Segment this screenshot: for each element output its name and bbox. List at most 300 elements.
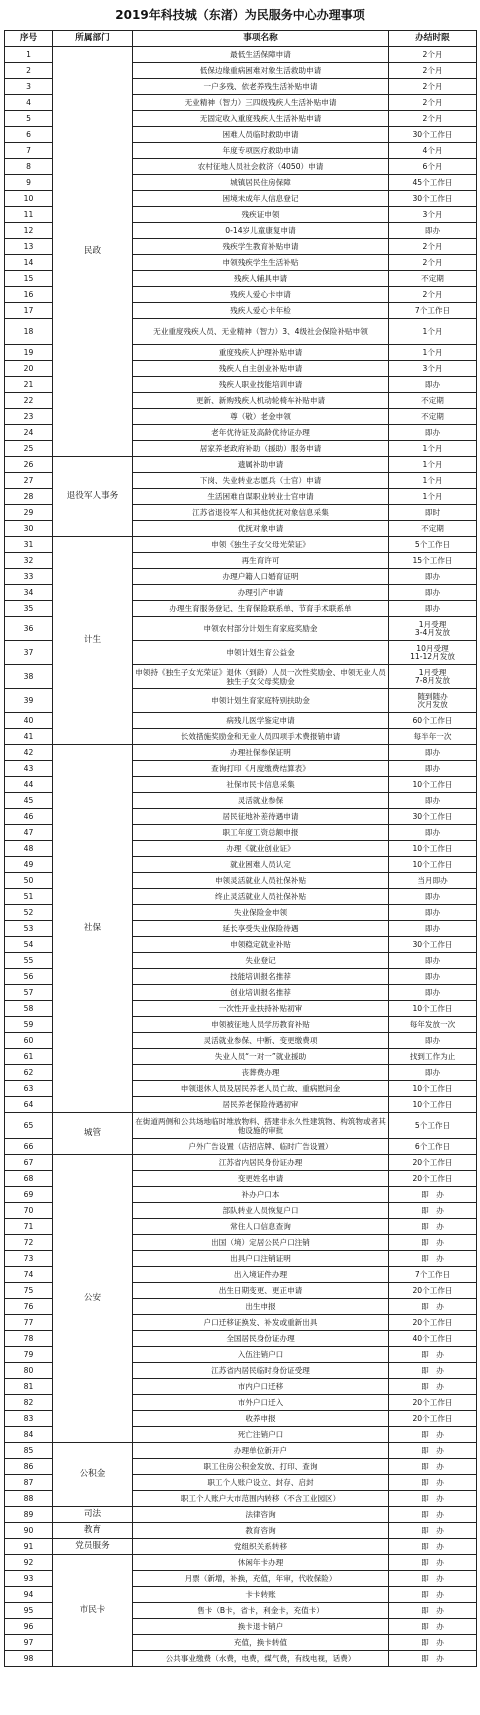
row-deadline: 3个月 xyxy=(389,207,477,223)
row-seq: 89 xyxy=(5,1507,53,1523)
row-deadline: 即办 xyxy=(389,969,477,985)
row-deadline: 7个工作日 xyxy=(389,303,477,319)
row-deadline: 10个工作日 xyxy=(389,1081,477,1097)
row-deadline-line: 随到随办 xyxy=(417,691,448,701)
row-item-name: 市外户口迁入 xyxy=(133,1395,389,1411)
row-seq: 45 xyxy=(5,793,53,809)
row-item-name: 办理《就业创业证》 xyxy=(133,841,389,857)
row-deadline: 不定期 xyxy=(389,393,477,409)
row-item-name: 变更姓名申请 xyxy=(133,1171,389,1187)
table-row xyxy=(5,745,477,761)
row-deadline: 即 办 xyxy=(389,1539,477,1555)
row-deadline: 1个月 xyxy=(389,345,477,361)
row-item-name: 生活困难自谋职业转业士官申请 xyxy=(133,489,389,505)
row-deadline: 2个月 xyxy=(389,239,477,255)
row-item-name: 死亡注销户口 xyxy=(133,1427,389,1443)
row-item-name: 市内户口迁移 xyxy=(133,1379,389,1395)
row-seq: 36 xyxy=(5,617,53,641)
row-seq: 31 xyxy=(5,537,53,553)
row-item-name: 部队转业人员恢复户口 xyxy=(133,1203,389,1219)
row-seq: 10 xyxy=(5,191,53,207)
service-table xyxy=(4,30,477,1667)
row-item-name: 江苏省内居民临时身份证受理 xyxy=(133,1363,389,1379)
row-item-name: 残疾人辅具申请 xyxy=(133,271,389,287)
row-deadline: 即 办 xyxy=(389,1427,477,1443)
row-seq: 47 xyxy=(5,825,53,841)
row-seq: 4 xyxy=(5,95,53,111)
row-deadline: 1个月 xyxy=(389,473,477,489)
row-seq: 50 xyxy=(5,873,53,889)
row-deadline-line: 10月受理 xyxy=(416,643,449,653)
row-item-name: 出生申报 xyxy=(133,1299,389,1315)
department-cell: 党员服务 xyxy=(53,1539,133,1555)
row-item-name: 农村征地人员社会救济（4050）申请 xyxy=(133,159,389,175)
row-item-name: 申领计划生育家庭特别扶助金 xyxy=(133,689,389,713)
row-deadline: 即 办 xyxy=(389,1491,477,1507)
row-deadline: 6个工作日 xyxy=(389,1139,477,1155)
row-deadline: 2个月 xyxy=(389,111,477,127)
row-item-name: 重度残疾人护理补贴申请 xyxy=(133,345,389,361)
row-deadline: 即办 xyxy=(389,953,477,969)
row-deadline: 即办 xyxy=(389,425,477,441)
department-cell: 教育 xyxy=(53,1523,133,1539)
row-deadline: 即 办 xyxy=(389,1187,477,1203)
table-row xyxy=(5,537,477,553)
row-seq: 66 xyxy=(5,1139,53,1155)
row-item-name: 卡卡转账 xyxy=(133,1587,389,1603)
row-item-name: 就业困难人员认定 xyxy=(133,857,389,873)
row-seq: 98 xyxy=(5,1651,53,1667)
row-seq: 65 xyxy=(5,1113,53,1139)
row-deadline: 即办 xyxy=(389,921,477,937)
row-item-name: 失业登记 xyxy=(133,953,389,969)
row-seq: 84 xyxy=(5,1427,53,1443)
row-item-name: 申领残疾学生生活补贴 xyxy=(133,255,389,271)
row-item-name: 申领计划生育公益金 xyxy=(133,641,389,665)
row-item-name: 灵活就业参保 xyxy=(133,793,389,809)
row-item-name: 户外广告设置（店招店牌、临时广告设置） xyxy=(133,1139,389,1155)
row-seq: 64 xyxy=(5,1097,53,1113)
row-item-name: 充值，换卡转值 xyxy=(133,1635,389,1651)
row-item-name: 灵活就业参保、中断、变更缴费项 xyxy=(133,1033,389,1049)
row-seq: 82 xyxy=(5,1395,53,1411)
row-seq: 74 xyxy=(5,1267,53,1283)
row-deadline: 即办 xyxy=(389,1065,477,1081)
row-deadline: 20个工作日 xyxy=(389,1395,477,1411)
row-seq: 61 xyxy=(5,1049,53,1065)
row-seq: 35 xyxy=(5,601,53,617)
row-seq: 81 xyxy=(5,1379,53,1395)
row-seq: 43 xyxy=(5,761,53,777)
row-item-name: 出入境证件办理 xyxy=(133,1267,389,1283)
row-deadline: 即 办 xyxy=(389,1587,477,1603)
table-body xyxy=(5,47,477,1667)
row-seq: 92 xyxy=(5,1555,53,1571)
row-seq: 34 xyxy=(5,585,53,601)
row-item-name: 残疾证申领 xyxy=(133,207,389,223)
row-item-name: 江苏省内居民身份证办理 xyxy=(133,1155,389,1171)
row-seq: 60 xyxy=(5,1033,53,1049)
row-seq: 38 xyxy=(5,665,53,689)
row-deadline: 2个月 xyxy=(389,63,477,79)
row-deadline: 60个工作日 xyxy=(389,713,477,729)
row-deadline: 7个工作日 xyxy=(389,1267,477,1283)
row-seq: 26 xyxy=(5,457,53,473)
row-seq: 56 xyxy=(5,969,53,985)
row-seq: 85 xyxy=(5,1443,53,1459)
row-seq: 13 xyxy=(5,239,53,255)
row-item-name: 申领退休人员及居民养老人员亡故、重病慰问金 xyxy=(133,1081,389,1097)
row-seq: 11 xyxy=(5,207,53,223)
table-row xyxy=(5,1155,477,1171)
table-row xyxy=(5,1523,477,1539)
row-item-name: 低保边缘重病困难对象生活救助申请 xyxy=(133,63,389,79)
row-deadline: 即 办 xyxy=(389,1347,477,1363)
row-deadline: 1个月 xyxy=(389,489,477,505)
row-seq: 5 xyxy=(5,111,53,127)
table-row xyxy=(5,1113,477,1139)
row-deadline: 即办 xyxy=(389,601,477,617)
row-deadline: 30个工作日 xyxy=(389,127,477,143)
row-deadline: 10个工作日 xyxy=(389,777,477,793)
row-deadline: 即办 xyxy=(389,793,477,809)
row-seq: 90 xyxy=(5,1523,53,1539)
row-deadline: 即 办 xyxy=(389,1251,477,1267)
row-item-name: 办理引产申请 xyxy=(133,585,389,601)
row-deadline-line: 7-8月发放 xyxy=(414,675,451,685)
row-item-name: 职工个人账户大市范围内转移（不含工业园区） xyxy=(133,1491,389,1507)
row-deadline-line: 1月受理 xyxy=(418,667,447,677)
col-header-time: 办结时限 xyxy=(389,31,477,47)
row-item-name: 出生日期变更、更正申请 xyxy=(133,1283,389,1299)
row-item-name: 困境未成年人信息登记 xyxy=(133,191,389,207)
department-cell: 公安 xyxy=(53,1155,133,1443)
department-cell: 城管 xyxy=(53,1113,133,1155)
table-row xyxy=(5,457,477,473)
row-item-name: 办理生育服务登记、生育保险联系单、节育手术联系单 xyxy=(133,601,389,617)
row-deadline: 即办 xyxy=(389,985,477,1001)
row-deadline: 即办 xyxy=(389,889,477,905)
col-header-department: 所属部门 xyxy=(53,31,133,47)
row-seq: 24 xyxy=(5,425,53,441)
row-item-name: 职工住房公积金发放、打印、查询 xyxy=(133,1459,389,1475)
table-row xyxy=(5,47,477,63)
col-header-item: 事项名称 xyxy=(133,31,389,47)
row-seq: 18 xyxy=(5,319,53,345)
department-cell: 民政 xyxy=(53,47,133,457)
row-seq: 6 xyxy=(5,127,53,143)
row-item-name: 查询打印《月度缴费结算表》 xyxy=(133,761,389,777)
row-deadline: 20个工作日 xyxy=(389,1155,477,1171)
row-item-name: 0-14岁儿童康复申请 xyxy=(133,223,389,239)
row-seq: 88 xyxy=(5,1491,53,1507)
row-item-name: 申领稳定就业补贴 xyxy=(133,937,389,953)
row-item-name: 遗属补助申请 xyxy=(133,457,389,473)
row-deadline xyxy=(389,689,477,713)
row-item-name: 技能培训报名推荐 xyxy=(133,969,389,985)
row-deadline: 即办 xyxy=(389,569,477,585)
row-item-name: 出国（境）定居公民户口注销 xyxy=(133,1235,389,1251)
row-deadline: 45个工作日 xyxy=(389,175,477,191)
row-seq: 71 xyxy=(5,1219,53,1235)
row-item-name: 更新、新购残疾人机动轮椅车补贴申请 xyxy=(133,393,389,409)
row-item-name: 延长享受失业保险待遇 xyxy=(133,921,389,937)
row-deadline: 找到工作为止 xyxy=(389,1049,477,1065)
row-deadline: 即时 xyxy=(389,505,477,521)
row-seq: 30 xyxy=(5,521,53,537)
row-item-name: 失业人员“一对一”就业援助 xyxy=(133,1049,389,1065)
department-cell: 社保 xyxy=(53,745,133,1113)
row-seq: 8 xyxy=(5,159,53,175)
row-deadline: 2个月 xyxy=(389,79,477,95)
row-item-name: 年度专项医疗救助申请 xyxy=(133,143,389,159)
row-seq: 77 xyxy=(5,1315,53,1331)
row-seq: 63 xyxy=(5,1081,53,1097)
row-deadline: 即办 xyxy=(389,223,477,239)
row-seq: 72 xyxy=(5,1235,53,1251)
table-row xyxy=(5,1443,477,1459)
row-item-name: 优抚对象申请 xyxy=(133,521,389,537)
row-seq: 51 xyxy=(5,889,53,905)
row-deadline: 5个工作日 xyxy=(389,1113,477,1139)
row-item-name: 申领被征地人员学历教育补贴 xyxy=(133,1017,389,1033)
table-header-row xyxy=(5,31,477,47)
row-deadline: 20个工作日 xyxy=(389,1283,477,1299)
department-cell: 司法 xyxy=(53,1507,133,1523)
row-item-name: 职工个人账户设立、封存、启封 xyxy=(133,1475,389,1491)
row-item-name: 办理社保参保证明 xyxy=(133,745,389,761)
row-seq: 87 xyxy=(5,1475,53,1491)
row-seq: 25 xyxy=(5,441,53,457)
row-deadline: 即办 xyxy=(389,377,477,393)
row-deadline: 即 办 xyxy=(389,1235,477,1251)
row-seq: 83 xyxy=(5,1411,53,1427)
row-item-name: 居民征地补差待遇申请 xyxy=(133,809,389,825)
row-deadline: 即办 xyxy=(389,825,477,841)
row-seq: 96 xyxy=(5,1619,53,1635)
row-seq: 69 xyxy=(5,1187,53,1203)
row-deadline: 2个月 xyxy=(389,95,477,111)
row-item-name: 下岗、失业转业志愿兵（士官）申请 xyxy=(133,473,389,489)
row-deadline xyxy=(389,641,477,665)
row-item-name: 出具户口注销证明 xyxy=(133,1251,389,1267)
row-seq: 67 xyxy=(5,1155,53,1171)
row-deadline: 30个工作日 xyxy=(389,937,477,953)
row-item-name: 一户多残、依老养残生活补贴申请 xyxy=(133,79,389,95)
row-seq: 76 xyxy=(5,1299,53,1315)
department-cell: 计生 xyxy=(53,537,133,745)
row-deadline-line: 3-4月发放 xyxy=(414,627,451,637)
row-deadline: 40个工作日 xyxy=(389,1331,477,1347)
row-item-name: 办理户籍人口婚育证明 xyxy=(133,569,389,585)
row-item-name: 申领农村部分计划生育家庭奖励金 xyxy=(133,617,389,641)
row-seq: 40 xyxy=(5,713,53,729)
row-seq: 33 xyxy=(5,569,53,585)
row-deadline: 即办 xyxy=(389,1033,477,1049)
row-deadline: 即办 xyxy=(389,905,477,921)
row-item-name: 公共事业缴费（水费，电费，煤气费，有线电视，话费） xyxy=(133,1651,389,1667)
row-seq: 91 xyxy=(5,1539,53,1555)
row-item-name: 无业重度残疾人员、无业精神（智力）3、4级社会保险补贴申领 xyxy=(133,319,389,345)
row-seq: 37 xyxy=(5,641,53,665)
row-deadline: 即 办 xyxy=(389,1619,477,1635)
row-seq: 17 xyxy=(5,303,53,319)
row-deadline: 不定期 xyxy=(389,521,477,537)
col-header-seq: 序号 xyxy=(5,31,53,47)
row-deadline: 10个工作日 xyxy=(389,1001,477,1017)
row-deadline: 即 办 xyxy=(389,1523,477,1539)
row-seq: 70 xyxy=(5,1203,53,1219)
row-seq: 21 xyxy=(5,377,53,393)
row-seq: 54 xyxy=(5,937,53,953)
row-seq: 78 xyxy=(5,1331,53,1347)
row-deadline: 10个工作日 xyxy=(389,857,477,873)
row-deadline: 2个月 xyxy=(389,287,477,303)
row-deadline: 20个工作日 xyxy=(389,1315,477,1331)
row-deadline: 即办 xyxy=(389,585,477,601)
row-item-name: 无业精神（智力）三四级残疾人生活补贴申请 xyxy=(133,95,389,111)
row-item-name: 售卡（B卡，省卡，利金卡，充值卡） xyxy=(133,1603,389,1619)
row-deadline: 2个月 xyxy=(389,255,477,271)
row-item-name: 社保市民卡信息采集 xyxy=(133,777,389,793)
row-seq: 15 xyxy=(5,271,53,287)
row-deadline: 即 办 xyxy=(389,1651,477,1667)
row-deadline: 6个月 xyxy=(389,159,477,175)
row-seq: 52 xyxy=(5,905,53,921)
row-seq: 22 xyxy=(5,393,53,409)
row-seq: 55 xyxy=(5,953,53,969)
row-seq: 93 xyxy=(5,1571,53,1587)
row-deadline: 每半年一次 xyxy=(389,729,477,745)
row-seq: 42 xyxy=(5,745,53,761)
row-seq: 41 xyxy=(5,729,53,745)
row-item-name: 全国居民身份证办理 xyxy=(133,1331,389,1347)
row-item-name: 月票（新增，补换，充值，年审，代收保险） xyxy=(133,1571,389,1587)
department-cell: 退役军人事务 xyxy=(53,457,133,537)
row-item-name: 党组织关系转移 xyxy=(133,1539,389,1555)
row-seq: 19 xyxy=(5,345,53,361)
row-seq: 2 xyxy=(5,63,53,79)
row-seq: 57 xyxy=(5,985,53,1001)
row-item-name: 户口迁移证换发、补发或重新出具 xyxy=(133,1315,389,1331)
row-deadline: 即 办 xyxy=(389,1555,477,1571)
row-item-name: 最低生活保障申请 xyxy=(133,47,389,63)
row-deadline: 1个月 xyxy=(389,457,477,473)
row-deadline: 即 办 xyxy=(389,1571,477,1587)
department-cell: 市民卡 xyxy=(53,1555,133,1667)
row-seq: 44 xyxy=(5,777,53,793)
row-seq: 20 xyxy=(5,361,53,377)
row-item-name: 一次性开业扶持补贴初审 xyxy=(133,1001,389,1017)
row-item-name: 老年优待证及高龄优待证办理 xyxy=(133,425,389,441)
row-item-name: 终止灵活就业人员社保补贴 xyxy=(133,889,389,905)
row-item-name: 法律咨询 xyxy=(133,1507,389,1523)
row-item-name: 居民养老保险待遇初审 xyxy=(133,1097,389,1113)
row-deadline: 即 办 xyxy=(389,1603,477,1619)
row-seq: 7 xyxy=(5,143,53,159)
row-seq: 39 xyxy=(5,689,53,713)
row-deadline: 不定期 xyxy=(389,409,477,425)
row-seq: 3 xyxy=(5,79,53,95)
row-item-name: 办理单位新开户 xyxy=(133,1443,389,1459)
row-deadline: 20个工作日 xyxy=(389,1171,477,1187)
row-item-name: 在街道两侧和公共场地临时堆放物料、搭建非永久性建筑物、构筑物或者其他设施的审批 xyxy=(133,1113,389,1139)
row-item-name: 丧葬费办理 xyxy=(133,1065,389,1081)
table-row xyxy=(5,1555,477,1571)
row-item-name: 教育咨询 xyxy=(133,1523,389,1539)
row-deadline: 即 办 xyxy=(389,1635,477,1651)
row-deadline: 4个月 xyxy=(389,143,477,159)
row-item-name: 申领持《独生子女光荣证》退休（到龄）人员一次性奖励金、申领无业人员独生子女父母奖励金 xyxy=(133,665,389,689)
row-seq: 95 xyxy=(5,1603,53,1619)
row-seq: 23 xyxy=(5,409,53,425)
row-deadline: 不定期 xyxy=(389,271,477,287)
row-item-name: 休闲年卡办理 xyxy=(133,1555,389,1571)
row-deadline: 当月即办 xyxy=(389,873,477,889)
row-item-name: 尊（敬）老金申领 xyxy=(133,409,389,425)
row-deadline-line: 1月受理 xyxy=(418,619,447,629)
row-deadline: 即 办 xyxy=(389,1475,477,1491)
row-seq: 73 xyxy=(5,1251,53,1267)
row-seq: 75 xyxy=(5,1283,53,1299)
row-seq: 80 xyxy=(5,1363,53,1379)
row-item-name: 江苏省退役军人和其他优抚对象信息采集 xyxy=(133,505,389,521)
row-seq: 1 xyxy=(5,47,53,63)
row-item-name: 申领灵活就业人员社保补贴 xyxy=(133,873,389,889)
row-item-name: 残疾学生教育补贴申请 xyxy=(133,239,389,255)
row-deadline: 每年发放一次 xyxy=(389,1017,477,1033)
row-item-name: 困难人员临时救助申请 xyxy=(133,127,389,143)
row-seq: 49 xyxy=(5,857,53,873)
row-deadline: 即办 xyxy=(389,761,477,777)
row-item-name: 职工年度工资总额申报 xyxy=(133,825,389,841)
row-seq: 46 xyxy=(5,809,53,825)
row-seq: 29 xyxy=(5,505,53,521)
row-seq: 12 xyxy=(5,223,53,239)
row-item-name: 长效措施奖励金和无业人员四项手术费报销申请 xyxy=(133,729,389,745)
row-deadline: 1个月 xyxy=(389,441,477,457)
row-deadline: 即办 xyxy=(389,745,477,761)
row-deadline: 即 办 xyxy=(389,1299,477,1315)
row-seq: 97 xyxy=(5,1635,53,1651)
row-deadline: 30个工作日 xyxy=(389,191,477,207)
row-deadline: 即 办 xyxy=(389,1459,477,1475)
table-row xyxy=(5,1507,477,1523)
row-seq: 79 xyxy=(5,1347,53,1363)
row-seq: 86 xyxy=(5,1459,53,1475)
row-seq: 48 xyxy=(5,841,53,857)
row-seq: 9 xyxy=(5,175,53,191)
row-deadline-line: 次月发放 xyxy=(417,699,448,709)
row-item-name: 申领《独生子女父母光荣证》 xyxy=(133,537,389,553)
row-item-name: 失业保险金申领 xyxy=(133,905,389,921)
row-seq: 14 xyxy=(5,255,53,271)
row-item-name: 补办户口本 xyxy=(133,1187,389,1203)
row-deadline: 15个工作日 xyxy=(389,553,477,569)
row-item-name: 创业培训报名推荐 xyxy=(133,985,389,1001)
row-seq: 28 xyxy=(5,489,53,505)
department-cell: 公积金 xyxy=(53,1443,133,1507)
row-item-name: 换卡退卡销户 xyxy=(133,1619,389,1635)
row-item-name: 残疾人自主创业补贴申请 xyxy=(133,361,389,377)
row-item-name: 无固定收入重度残疾人生活补贴申请 xyxy=(133,111,389,127)
row-seq: 32 xyxy=(5,553,53,569)
row-deadline: 30个工作日 xyxy=(389,809,477,825)
row-deadline xyxy=(389,665,477,689)
row-item-name: 常住人口信息查询 xyxy=(133,1219,389,1235)
row-item-name: 收养申报 xyxy=(133,1411,389,1427)
row-item-name: 病残儿医学鉴定申请 xyxy=(133,713,389,729)
